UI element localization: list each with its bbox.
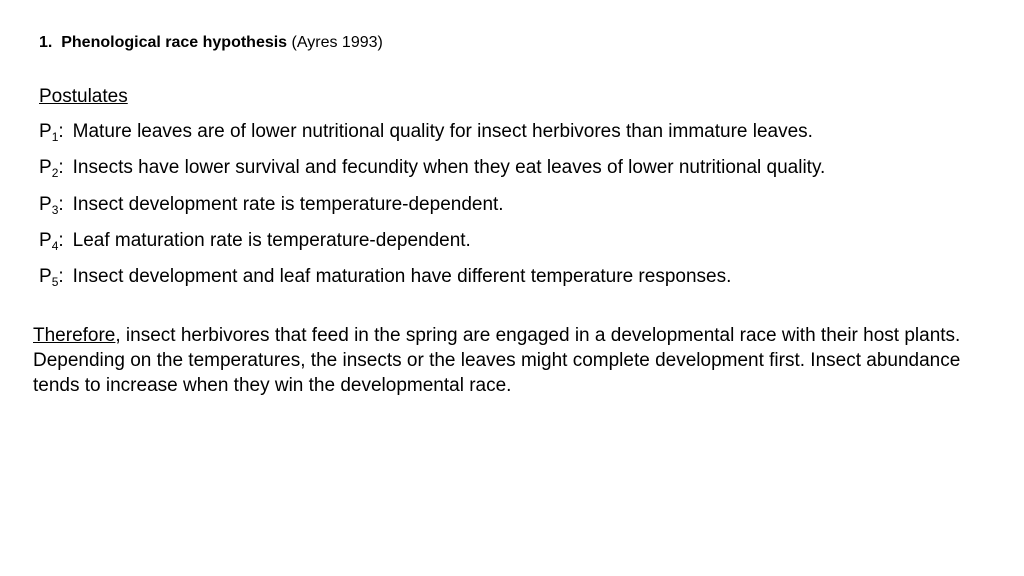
postulate-label: $P_3$:	[39, 194, 64, 217]
postulate-3	[39, 194, 504, 216]
postulates-label: Postulates	[39, 86, 128, 107]
postulate-label: $P_5$:	[39, 266, 64, 289]
postulate-2	[39, 157, 825, 179]
postulate-text: Leaf maturation rate is temperature-dependent.	[72, 230, 471, 251]
postulate-text: Insects have lower survival and fecundity when they eat leaves of lower nutritional quality.	[72, 157, 826, 178]
postulate-5	[39, 266, 731, 288]
conclusion-text: , insect herbivores that feed in the spring are engaged in a developmental race with their host plants. Depending on the temperatures, the insects or the leaves might complete development first. Insect abundance tends to increase when they win the developmental race.	[33, 325, 961, 396]
postulate-label: $P_1$:	[39, 121, 64, 144]
conclusion-lead: Therefore	[33, 325, 116, 346]
postulate-text: Insect development and leaf maturation have different temperature responses.	[72, 266, 732, 287]
postulate-label: $P_4$:	[39, 230, 64, 253]
heading-number: 1.	[39, 34, 53, 51]
postulate-text: Insect development rate is temperature-dependent.	[72, 194, 504, 215]
heading-citation: (Ayres 1993)	[291, 34, 383, 51]
slide-heading	[39, 33, 383, 53]
postulate-4	[39, 230, 471, 252]
postulate-label: $P_2$:	[39, 157, 64, 180]
heading-title: Phenological race hypothesis	[61, 34, 288, 51]
postulate-1	[39, 121, 813, 143]
conclusion-paragraph	[33, 323, 993, 398]
postulate-text: Mature leaves are of lower nutritional quality for insect herbivores than immature leaves.	[72, 121, 813, 142]
